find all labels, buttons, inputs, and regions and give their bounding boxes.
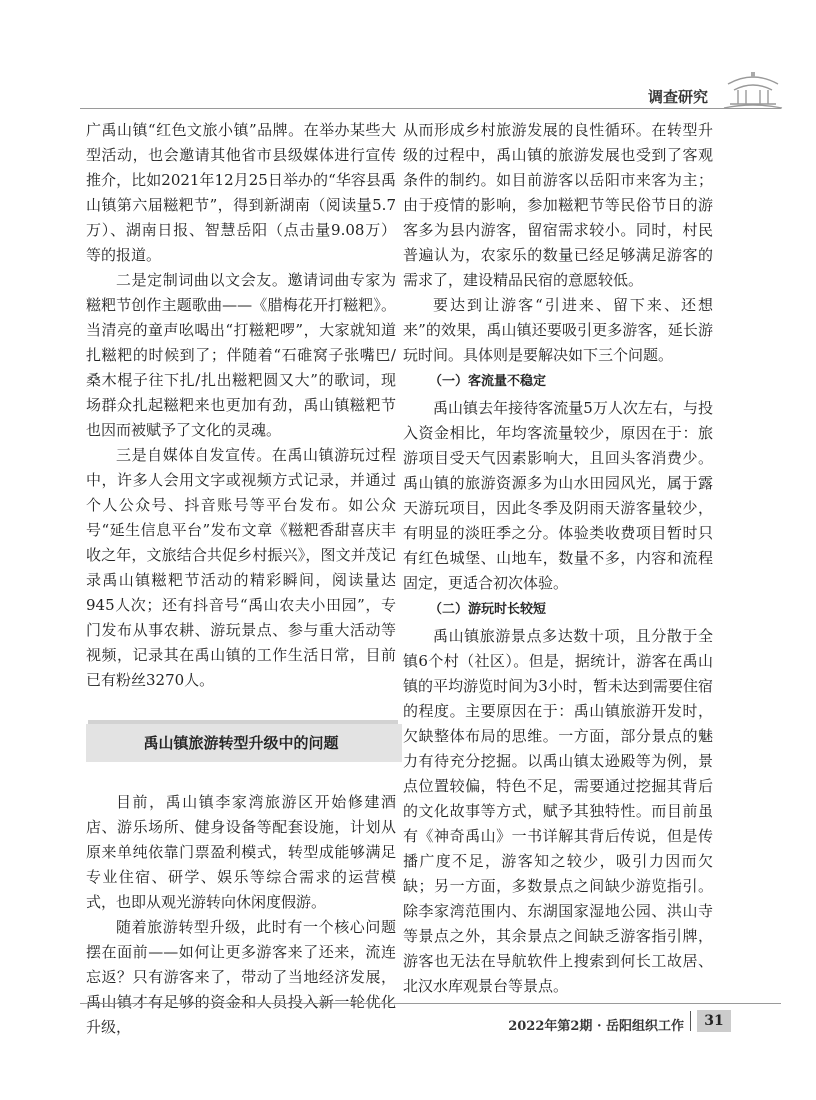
section-heading-box xyxy=(86,720,396,766)
footer-divider xyxy=(690,1011,691,1031)
section-heading: 禹山镇旅游转型升级中的问题 xyxy=(143,733,339,752)
header-rule xyxy=(80,108,781,109)
subheading: （二）游玩时长较短 xyxy=(429,602,547,617)
paragraph: 禹山镇去年接待客流量5万人次左右，与投入资金相比，年均客流量较少，原因在于：旅游项目受天气因素影响大，且回头客消费少。禹山镇的旅游资源多为山水田园风光，属于露天游玩项目，因此冬季及阴雨天游客量较少，有明显的淡旺季之分。体验类收费项目暂时只有红色城堡、山地车，数量不多，内容和流程固定，更适合初次体验。 xyxy=(403,399,713,592)
left-column xyxy=(86,118,396,1040)
paragraph: 禹山镇旅游景点多达数十项，且分散于全镇6个村（社区）。但是，据统计，游客在禹山镇的平均游览时间为3小时，暂未达到需要住宿的程度。主要原因在于：禹山镇旅游开发时，欠缺整体布局的思维。一方面，部分景点的魅力有待充分挖掘。以禹山镇太逊殿等为例，景点位置较偏，特色不足，需要通过挖掘其背后的文化故事等方式，赋予其独特性。而目前虽有《神奇禹山》一书详解其背后传说，但是传播广度不足，游客知之较少，吸引力因而欠缺；另一方面，多数景点之间缺少游览指引。除李家湾范围内、东湖国家湿地公园、洪山寺等景点之外，其余景点之间缺乏游客指引牌，游客也无法在导航软件上搜索到何长工故居、北汉水库观景台等景点。 xyxy=(403,627,713,995)
paragraph: 目前，禹山镇李家湾旅游区开始修建酒店、游乐场所、健身设备等配套设施，计划从原来单纯依靠门票盈利模式，转型成能够满足专业住宿、研学、娱乐等综合需求的运营模式，也即从观光游转向休闲度假游。 xyxy=(86,793,396,911)
paragraph: 广禹山镇“红色文旅小镇”品牌。在举办某些大型活动，也会邀请其他省市县级媒体进行宣传推介，比如2021年12月25日举办的“华容县禹山镇第六届糍粑节”，得到新湖南（阅读量5.7万）、湖南日报、智慧岳阳（点击量9.08万）等的报道。 xyxy=(86,121,396,264)
page-number: 31 xyxy=(697,1010,731,1032)
pavilion-logo-icon xyxy=(722,66,784,112)
paragraph: 随着旅游转型升级，此时有一个核心问题摆在面前——如何让更多游客来了还来，流连忘返？只有游客来了，带动了当地经济发展，禹山镇才有足够的资金和人员投入新一轮优化升级， xyxy=(86,918,396,1036)
right-column xyxy=(403,118,713,999)
paragraph: 从而形成乡村旅游发展的良性循环。在转型升级的过程中，禹山镇的旅游发展也受到了客观条件的制约。如目前游客以岳阳市来客为主；由于疫情的影响，参加糍粑节等民俗节日的游客多为县内游客，留宿需求较小。同时，村民普遍认为，农家乐的数量已经足够满足游客的需求了，建设精品民宿的意愿较低。 xyxy=(403,121,713,289)
footer-issue: 2022年第2期 · 岳阳组织工作 xyxy=(508,1019,684,1034)
header-section-title: 调查研究 xyxy=(647,88,708,106)
footer-rule xyxy=(80,1003,781,1004)
paragraph: 二是定制词曲以文会友。邀请词曲专家为糍粑节创作主题歌曲——《腊梅花开打糍粑》。当清亮的童声吆喝出“打糍粑啰”，大家就知道扎糍粑的时候到了；伴随着“石碓窝子张嘴巴/桑木棍子往下扎/扎出糍粑圆又大”的歌词，现场群众扎起糍粑来也更加有劲，禹山镇糍粑节也因而被赋予了文化的灵魂。 xyxy=(86,271,396,439)
subheading: （一）客流量不稳定 xyxy=(429,374,547,389)
paragraph: 要达到让游客“引进来、留下来、还想来”的效果，禹山镇还要吸引更多游客，延长游玩时间。具体则是要解决如下三个问题。 xyxy=(403,296,713,364)
paragraph: 三是自媒体自发宣传。在禹山镇游玩过程中，许多人会用文字或视频方式记录，并通过个人公众号、抖音账号等平台发布。如公众号“延生信息平台”发布文章《糍粑香甜喜庆丰收之年，文旅结合共促乡村振兴》，图文并茂记录禹山镇糍粑节活动的精彩瞬间，阅读量达945人次；还有抖音号“禹山农夫小田园”，专门发布从事农耕、游玩景点、参与重大活动等视频，记录其在禹山镇的工作生活日常，目前已有粉丝3270人。 xyxy=(86,446,396,689)
